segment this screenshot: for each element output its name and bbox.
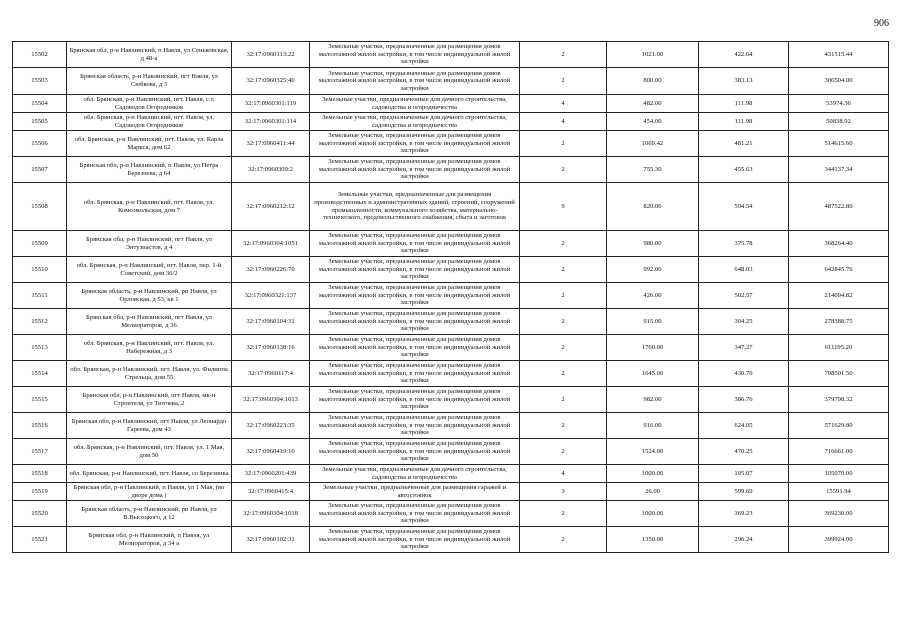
- land-use-cell: Земельные участки, предназначенные для дачного строительства, садоводства и огородничества: [310, 95, 520, 113]
- land-use-cell: Земельные участки, предназначенные для размещения домов малоэтажной жилой застройки, в том числе индивидуальной жилой застройки: [310, 527, 520, 553]
- cadastral-value-cell: 571629.80: [789, 413, 889, 439]
- address-cell: Брянская область, р-н Навлинский, рп Навля, ул Орловская, д 53, кв 1: [67, 283, 232, 309]
- row-number: 15514: [13, 361, 67, 387]
- category-cell: 2: [520, 42, 607, 68]
- land-use-cell: Земельные участки, предназначенные для размещения домов малоэтажной жилой застройки, в том числе индивидуальной жилой застройки: [310, 283, 520, 309]
- cadastral-number-cell: 32:17:0960301:114: [232, 113, 310, 131]
- area-cell: 1069.42: [607, 131, 699, 157]
- table-row: [13, 42, 889, 68]
- category-cell: 2: [520, 309, 607, 335]
- area-cell: 980.00: [607, 231, 699, 257]
- address-cell: обл. Брянская, р-н Навлинский, пгт. Навля, с.т. Садоводов Огородников: [67, 95, 232, 113]
- category-cell: 2: [520, 257, 607, 283]
- row-number: 15502: [13, 42, 67, 68]
- table-row: [13, 335, 889, 361]
- table-row: [13, 157, 889, 183]
- land-use-cell: Земельные участки, предназначенные для дачного строительства, садоводства и огородничества: [310, 465, 520, 483]
- table-row: [13, 387, 889, 413]
- category-cell: 2: [520, 335, 607, 361]
- land-use-cell: Земельные участки, предназначенные для размещения домов малоэтажной жилой застройки, в том числе индивидуальной жилой застройки: [310, 309, 520, 335]
- row-number: 15508: [13, 183, 67, 231]
- address-cell: обл. Брянская, р-н Навлинский, пгт. Навля, ул. 1 Мая, дом 50: [67, 439, 232, 465]
- cadastral-number-cell: 32:17:0960102:31: [232, 527, 310, 553]
- row-number: 15510: [13, 257, 67, 283]
- cadastral-value-cell: 214094.82: [789, 283, 889, 309]
- category-cell: 2: [520, 131, 607, 157]
- table-row: [13, 95, 889, 113]
- table-row: [13, 309, 889, 335]
- cadastral-number-cell: 32:17:0960138:16: [232, 335, 310, 361]
- address-cell: обл. Брянская, р-н Навлинский, пгт. Навля, ул. Комсомольская, дом 7: [67, 183, 232, 231]
- land-use-cell: Земельные участки, предназначенные для размещения домов малоэтажной жилой застройки, в том числе индивидуальной жилой застройки: [310, 157, 520, 183]
- cadastral-value-cell: 306504.00: [789, 68, 889, 95]
- area-cell: 1350.00: [607, 527, 699, 553]
- area-cell: 426.00: [607, 283, 699, 309]
- row-number: 15504: [13, 95, 67, 113]
- cadastral-value-cell: 369230.00: [789, 501, 889, 527]
- table-row: [13, 183, 889, 231]
- area-cell: 915.00: [607, 309, 699, 335]
- land-use-cell: Земельные участки, предназначенные для размещения домов малоэтажной жилой застройки, в том числе индивидуальной жилой застройки: [310, 257, 520, 283]
- row-number: 15506: [13, 131, 67, 157]
- category-cell: 3: [520, 483, 607, 501]
- price-cell: 111.98: [699, 95, 789, 113]
- land-use-cell: Земельные участки, предназначенные для размещения домов малоэтажной жилой застройки, в том числе индивидуальной жилой застройки: [310, 131, 520, 157]
- land-use-cell: Земельные участки, предназначенные для размещения домов малоэтажной жилой застройки, в том числе индивидуальной жилой застройки: [310, 42, 520, 68]
- cadastral-value-cell: 105070.00: [789, 465, 889, 483]
- table-row: [13, 413, 889, 439]
- address-cell: обл. Брянская, р-н Навлинский, пгт. Навля, со Березинка: [67, 465, 232, 483]
- address-cell: Брянская обл, р-н Навлинский, п Навля, ул Сеньковская, д 48-а: [67, 42, 232, 68]
- category-cell: 4: [520, 95, 607, 113]
- row-number: 15503: [13, 68, 67, 95]
- table-row: [13, 283, 889, 309]
- cadastral-value-cell: 708501.50: [789, 361, 889, 387]
- cadastral-value-cell: 611195.20: [789, 335, 889, 361]
- cadastral-number-cell: 32:17:0960415:4: [232, 483, 310, 501]
- address-cell: Брянская обл, р-н Навлинский, п Навля, ул Мелиораторов, д 34 а: [67, 527, 232, 553]
- price-cell: 111.98: [699, 113, 789, 131]
- price-cell: 502.57: [699, 283, 789, 309]
- address-cell: Брянская область, р-н Навлинский, пгт Навля, ул Сюбкова, д 3: [67, 68, 232, 95]
- cadastral-number-cell: 32:17:0960321:137: [232, 283, 310, 309]
- area-cell: 1760.00: [607, 335, 699, 361]
- category-cell: 4: [520, 465, 607, 483]
- address-cell: Брянская обл, р-н Навлинский, п Навля, ул Петра Березнева, д 64: [67, 157, 232, 183]
- land-use-cell: Земельные участки, предназначенные для размещения домов малоэтажной жилой застройки, в том числе индивидуальной жилой застройки: [310, 501, 520, 527]
- price-cell: 369.23: [699, 501, 789, 527]
- category-cell: 2: [520, 283, 607, 309]
- cadastral-number-cell: 32:17:0960104:31: [232, 309, 310, 335]
- land-use-cell: Земельные участки, предназначенные для размещения домов малоэтажной жилой застройки, в том числе индивидуальной жилой застройки: [310, 361, 520, 387]
- area-cell: 482.00: [607, 95, 699, 113]
- cadastral-number-cell: 32:17:0960411:44: [232, 131, 310, 157]
- price-cell: 304.25: [699, 309, 789, 335]
- category-cell: 2: [520, 413, 607, 439]
- cadastral-number-cell: 32:17:0960309:2: [232, 157, 310, 183]
- cadastral-number-cell: 32:17:0960226:70: [232, 257, 310, 283]
- cadastral-value-cell: 716661.00: [789, 439, 889, 465]
- area-cell: 755.30: [607, 157, 699, 183]
- land-use-cell: Земельные участки, предназначенные для размещения домов малоэтажной жилой застройки, в том числе индивидуальной жилой застройки: [310, 231, 520, 257]
- address-cell: Брянская обл, р-н Навлинский, пгт Навля, ул Мелиораторов, д 36: [67, 309, 232, 335]
- row-number: 15516: [13, 413, 67, 439]
- land-use-cell: Земельные участки, предназначенные для размещения домов малоэтажной жилой застройки, в том числе индивидуальной жилой застройки: [310, 387, 520, 413]
- category-cell: 2: [520, 501, 607, 527]
- land-use-cell: Земельные участки, предназначенные для размещения домов малоэтажной жилой застройки, в том числе индивидуальной жилой застройки: [310, 413, 520, 439]
- area-cell: 1645.00: [607, 361, 699, 387]
- table-row: [13, 131, 889, 157]
- price-cell: 594.54: [699, 183, 789, 231]
- category-cell: 2: [520, 157, 607, 183]
- cadastral-number-cell: 32:17:0960117:4: [232, 361, 310, 387]
- land-use-cell: Земельные участки, предназначенные для размещения гаражей и автостоянок: [310, 483, 520, 501]
- cadastral-number-cell: 32:17:0960304:1013: [232, 387, 310, 413]
- cadastral-value-cell: 50838.92: [789, 113, 889, 131]
- cadastral-value-cell: 431515.44: [789, 42, 889, 68]
- price-cell: 347.27: [699, 335, 789, 361]
- table-row: [13, 257, 889, 283]
- address-cell: Брянская область, р-н Навлинский, рп Навля, ул В.Высоцкого, д 12: [67, 501, 232, 527]
- price-cell: 383.13: [699, 68, 789, 95]
- category-cell: 2: [520, 68, 607, 95]
- land-use-cell: Земельные участки, предназначенные для размещения производственных и административных зданий, строений, сооружений промышленности, коммунального хозяйства, материально-технического, продовольственного снабжения, сбыта и заготовок: [310, 183, 520, 231]
- address-cell: обл. Брянская, р-н Навлинский, пгт. Навля, ул. Филиппа Стрельца, дом 55: [67, 361, 232, 387]
- cadastral-number-cell: 32:17:0960223:35: [232, 413, 310, 439]
- cadastral-value-cell: 399924.00: [789, 527, 889, 553]
- area-cell: 800.00: [607, 68, 699, 95]
- address-cell: Брянская обл, р-н Навлинский, пгт Навля, ул Энтузиастов, д 4: [67, 231, 232, 257]
- cadastral-value-cell: 15591.94: [789, 483, 889, 501]
- row-number: 15507: [13, 157, 67, 183]
- cadastral-value-cell: 53974.36: [789, 95, 889, 113]
- cadastral-number-cell: 32:17:0960304:1018: [232, 501, 310, 527]
- area-cell: 820.00: [607, 183, 699, 231]
- cadastral-value-cell: 487522.80: [789, 183, 889, 231]
- table-row: [13, 68, 889, 95]
- price-cell: 105.07: [699, 465, 789, 483]
- area-cell: 454.00: [607, 113, 699, 131]
- area-cell: 1000.00: [607, 465, 699, 483]
- cadastral-number-cell: 32:17:0960419:10: [232, 439, 310, 465]
- table-row: [13, 113, 889, 131]
- row-number: 15512: [13, 309, 67, 335]
- area-cell: 982.00: [607, 387, 699, 413]
- cadastral-value-cell: 514615.60: [789, 131, 889, 157]
- register-body: [13, 42, 889, 553]
- page-number: 906: [874, 18, 889, 29]
- area-cell: 992.00: [607, 257, 699, 283]
- land-use-cell: Земельные участки, предназначенные для размещения домов малоэтажной жилой застройки, в том числе индивидуальной жилой застройки: [310, 335, 520, 361]
- table-row: [13, 439, 889, 465]
- category-cell: 2: [520, 527, 607, 553]
- address-cell: Брянская обл, р-н Навлинский, пгт Навля, ул Леонардо Гареева, дом 43: [67, 413, 232, 439]
- cadastral-number-cell: 32:17:0960301:119: [232, 95, 310, 113]
- price-cell: 648.03: [699, 257, 789, 283]
- cadastral-value-cell: 379798.32: [789, 387, 889, 413]
- row-number: 15505: [13, 113, 67, 131]
- row-number: 15519: [13, 483, 67, 501]
- address-cell: обл. Брянская, р-н Навлинский, пгт. Навля, ул. Карла Маркса, дом 62: [67, 131, 232, 157]
- table-row: [13, 361, 889, 387]
- address-cell: Брянская обл, р-н Навлинский, пгт Навля, мк-н Строителя, ул Тютчева, 2: [67, 387, 232, 413]
- price-cell: 455.63: [699, 157, 789, 183]
- address-cell: обл. Брянская, р-н Навлинский, пгт. Навля, ул. Набережная, д 3: [67, 335, 232, 361]
- row-number: 15517: [13, 439, 67, 465]
- table-row: [13, 501, 889, 527]
- price-cell: 386.76: [699, 387, 789, 413]
- area-cell: 1524.00: [607, 439, 699, 465]
- cadastral-number-cell: 32:17:0960325:40: [232, 68, 310, 95]
- category-cell: 2: [520, 439, 607, 465]
- price-cell: 422.64: [699, 42, 789, 68]
- price-cell: 430.70: [699, 361, 789, 387]
- row-number: 15518: [13, 465, 67, 483]
- category-cell: 2: [520, 231, 607, 257]
- area-cell: 1021.00: [607, 42, 699, 68]
- table-row: [13, 527, 889, 553]
- table-row: [13, 231, 889, 257]
- cadastral-value-cell: 278388.75: [789, 309, 889, 335]
- category-cell: 4: [520, 113, 607, 131]
- address-cell: Брянская обл, р-н Навлинский, п Навля, ул 1 Мая, (во дворе дома ): [67, 483, 232, 501]
- table-row: [13, 483, 889, 501]
- cadastral-value-cell: 642845.76: [789, 257, 889, 283]
- cadastral-number-cell: 32:17:0960304:1051: [232, 231, 310, 257]
- row-number: 15511: [13, 283, 67, 309]
- price-cell: 296.24: [699, 527, 789, 553]
- cadastral-value-cell: 344137.34: [789, 157, 889, 183]
- cadastral-number-cell: 32:17:0960212:12: [232, 183, 310, 231]
- cadastral-register-table: [12, 41, 889, 553]
- address-cell: обл. Брянская, р-н Навлинский, пгт. Навля, пер. 1-й Советский, дом 36/2: [67, 257, 232, 283]
- row-number: 15521: [13, 527, 67, 553]
- land-use-cell: Земельные участки, предназначенные для дачного строительства, садоводства и огородничества: [310, 113, 520, 131]
- row-number: 15515: [13, 387, 67, 413]
- price-cell: 599.69: [699, 483, 789, 501]
- row-number: 15509: [13, 231, 67, 257]
- area-cell: 916.00: [607, 413, 699, 439]
- area-cell: 26.00: [607, 483, 699, 501]
- price-cell: 624.05: [699, 413, 789, 439]
- category-cell: 2: [520, 387, 607, 413]
- table-row: [13, 465, 889, 483]
- row-number: 15520: [13, 501, 67, 527]
- price-cell: 481.21: [699, 131, 789, 157]
- row-number: 15513: [13, 335, 67, 361]
- cadastral-number-cell: 32:17:0960201:439: [232, 465, 310, 483]
- price-cell: 470.25: [699, 439, 789, 465]
- address-cell: обл. Брянская, р-н Навлинский, пгт. Навля, ул. Садоводов Огородников: [67, 113, 232, 131]
- area-cell: 1000.00: [607, 501, 699, 527]
- category-cell: 2: [520, 361, 607, 387]
- land-use-cell: Земельные участки, предназначенные для размещения домов малоэтажной жилой застройки, в том числе индивидуальной жилой застройки: [310, 68, 520, 95]
- cadastral-value-cell: 368264.40: [789, 231, 889, 257]
- cadastral-number-cell: 32:17:0960113:22: [232, 42, 310, 68]
- land-use-cell: Земельные участки, предназначенные для размещения домов малоэтажной жилой застройки, в том числе индивидуальной жилой застройки: [310, 439, 520, 465]
- price-cell: 375.78: [699, 231, 789, 257]
- category-cell: 9: [520, 183, 607, 231]
